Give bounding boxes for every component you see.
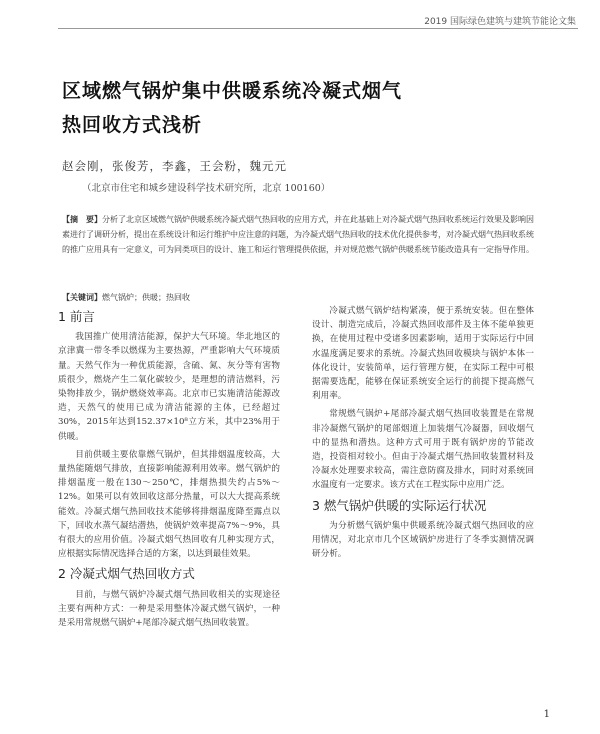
page-number: 1 [543, 709, 550, 720]
section-3-paragraph-1: 为分析燃气锅炉集中供暖系统冷凝式烟气热回收的应用情况，对北京市几个区域锅炉房进行了冬季实测情况调研分析。 [312, 520, 534, 560]
section-1-paragraph-2: 目前供暖主要依靠燃气锅炉，但其排烟温度较高，大量热能随烟气排放，直接影响能源利用效率。燃气锅炉的排烟温度一般在130～250℃，排烟热损失约占5%～12%。如果可以有效回收这部分热量，可以大大提高系统能效。冷凝式烟气热回收技术能够将排烟温度降至露点以下，回收水蒸气凝结潜热，使锅炉效率提高7%～9%，具有很大的应用价值。冷凝式烟气热回收有几种实现方式，应根据实际情况选择合适的方案，以达到最佳效果。 [58, 449, 280, 560]
header-rule [58, 28, 578, 29]
running-header: 2019 国际绿色建筑与建筑节能论文集 [424, 17, 576, 27]
title-line-1: 区域燃气锅炉集中供暖系统冷凝式烟气 [62, 80, 403, 102]
keywords-label: 【关键词】 [62, 292, 102, 302]
section-2-title: 2 冷凝式烟气热回收方式 [58, 566, 195, 582]
abstract-label: 【摘 要】 [62, 214, 102, 224]
section-1-title: 1 前言 [58, 309, 95, 324]
paper-title [62, 74, 542, 142]
section-2-paragraph-2: 冷凝式燃气锅炉结构紧凑，便于系统安装。但在整体设计、制造完成后，冷凝式热回收部件及主体不能单独更换，在使用过程中受诸多因素影响，适用于实际运行中回水温度满足要求的系统。冷凝式热回收模块与锅炉本体一体化设计，安装简单，运行管理方便，在实际工程中可根据需要选配，能够在保证系统安全运行的前提下提高燃气利用率。 [312, 306, 534, 402]
section-2-paragraph-1: 目前，与燃气锅炉冷凝式烟气热回收相关的实现途径主要有两种方式：一种是采用整体冷凝式燃气锅炉，一种是采用常规燃气锅炉+尾部冷凝式烟气热回收装置。 [58, 589, 280, 629]
affiliation: （北京市住宅和城乡建设科学技术研究所，北京 100160） [82, 183, 331, 194]
keywords-text: 燃气锅炉；供暖；热回收 [102, 293, 190, 302]
abstract-text: 分析了北京区域燃气锅炉供暖系统冷凝式烟气热回收的应用方式，并在此基础上对冷凝式烟气热回收系统运行效果及影响因素进行了调研分析，提出在系统设计和运行维护中应注意的问题，为冷凝式烟气热回收的技术优化提供参考，对冷凝式烟气热回收系统的推广应用具有一定意义，可为同类项目的设计、施工和运行管理提供依据，并对规范燃气锅炉供暖系统节能改造具有一定指导作用。 [62, 215, 534, 254]
section-2-paragraph-3: 常规燃气锅炉+尾部冷凝式烟气热回收装置是在常规非冷凝燃气锅炉的尾部烟道上加装烟气冷凝器，回收烟气中的显热和潜热。这种方式可用于既有锅炉房的节能改造，投资相对较小。但由于冷凝式烟气热回收装置材料及冷凝水处理要求较高，需注意防腐及排水，同时对系统回水温度有一定要求。该方式在工程实际中应用广泛。 [312, 409, 534, 491]
left-column [58, 304, 280, 634]
keywords [62, 290, 540, 305]
authors: 赵会刚，张俊芳，李鑫，王会粉，魏元元 [62, 159, 287, 173]
section-1-paragraph-1: 我国推广使用清洁能源，保护大气环境。华北地区的京津冀一带冬季以燃煤为主要热源，严重影响大气环境质量。天然气作为一种优质能源，含硫、氮、灰分等有害物质很少，燃烧产生二氧化碳较少，是理想的清洁燃料，污染物排放少，锅炉燃烧效率高。北京市已实施清洁能源改造，天然气的使用已成为清洁能源的主体，已经超过30%，2015年达到152.37×10⁸立方米，其中23%用于供暖。 [58, 332, 280, 442]
section-3-title: 3 燃气锅炉供暖的实际运行状况 [312, 497, 487, 513]
abstract [62, 212, 540, 257]
right-column [312, 304, 534, 565]
title-line-2: 热回收方式浅析 [62, 114, 203, 136]
